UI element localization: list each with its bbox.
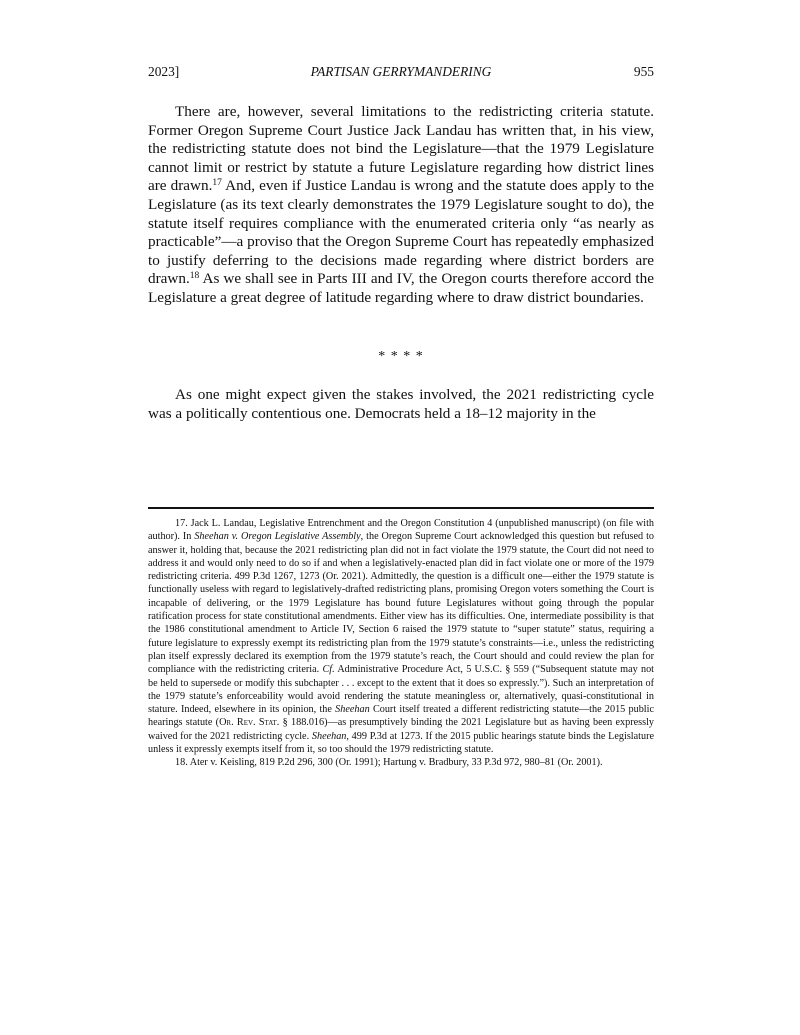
footnote-17: 17. Jack L. Landau, Legislative Entrenchment and the Oregon Constitution 4 (unpublished manuscript) (on file with author). In Sheehan v. Oregon Legislative Assembly, the Oregon Supreme Court acknowledged this question but refused to answer it, holding that, because the 2021 redistricting plan did not in fact violate the 1979 statute, the Court did not need to address it and would only need to do so if and when a legislatively-enacted plan did in fact violate one or more of the 1979 redistricting criteria. 499 P.3d 1267, 1273 (Or. 2021). Admittedly, the question is a difficult one—either the 1979 statute is functionally useless with regard to legislatively-drafted redistricting plans, promising Oregon voters something the Court is incapable of delivering, or the 1979 Legislature has bound future Legislatures without going through the popular ratification process for state constitutional amendments. Either view has its difficulties. One, intermediate possibility is that the 1986 constitutional amendment to Article IV, Section 6 raised the 1979 statute to “super statute” status, requiring a future legislature to expressly exempt its redistricting plan from the 1979 statute’s constraints—i.e., unless the redistricting plan itself expressly declared its exemption from the 1979 statute’s reach, the Court should and could review the plan for compliance with the redistricting criteria. Cf. Administrative Procedure Act, 5 U.S.C. § 559 (“Subsequent statute may not be held to supersede or modify this subchapter . . . except to the extent that it does so expressly.”). Such an interpretation of the 1979 statute’s enforceability would avoid rendering the statute meaningless or, alternatively, quasi-constitutional in stature. Indeed, elsewhere in its opinion, the Sheehan Court itself treated a different redistricting statute—the 2015 public hearings statute (Or. Rev. Stat. § 188.016)—as presumptively binding the 2021 Legislature but as having been expressly waived for the 2021 redistricting cycle. Sheehan, 499 P.3d at 1273. If the 2015 public hearings statute binds the Legislature unless it expressly exempts itself from it, so too should the 1979 redistricting statute.: [148, 518, 654, 756]
page-number: 955: [633, 64, 654, 79]
footnotes: [148, 517, 654, 770]
running-header: [148, 64, 654, 84]
header-year: 2023]: [148, 64, 180, 79]
case-name: Sheehan: [335, 704, 370, 716]
header-title: PARTISAN GERRYMANDERING: [310, 64, 492, 79]
main-text: [148, 103, 654, 308]
paragraph-text: There are, however, several limitations to the redistricting criteria statute. Former Oregon Supreme Court Justice Jack Landau has written that, in his view, the redistricting statute does not bind the Legislature—that the 1979 Legislature cannot limit or restrict by statute a future Legislature regarding how district lines are drawn.: [148, 103, 654, 195]
paragraph: [148, 103, 654, 308]
case-name: Sheehan v. Oregon Legislative Assembly: [194, 531, 361, 543]
case-name: Sheehan: [311, 730, 347, 742]
footnote-ref-17[interactable]: 17: [212, 178, 222, 189]
signal: Cf.: [322, 664, 335, 676]
paragraph-text: And, even if Justice Landau is wrong and the statute does apply to the Legislature (as its text clearly demonstrates the 1979 Legislature sought to do), the statute itself requires compliance with the enumerated criteria only “as nearly as practicable”—a proviso that the Oregon Supreme Court has repeatedly emphasized to justify deferring to the decisions made regarding where district borders are drawn.: [148, 177, 654, 288]
footnote-18: 18. Ater v. Keisling, 819 P.2d 296, 300 (Or. 1991); Hartung v. Bradbury, 33 P.3d 972, 980–81 (Or. 2001).: [175, 757, 603, 769]
paragraph: As one might expect given the stakes involved, the 2021 redistricting cycle was a politically contentious one. Democrats held a 18–12 majority in the: [148, 386, 654, 422]
footnote-rule: [148, 507, 654, 509]
statute-abbrev: Or. Rev. Stat.: [219, 717, 280, 729]
main-text-continued: [148, 386, 654, 423]
section-separator: * * * *: [378, 349, 424, 364]
paragraph-text: As we shall see in Parts III and IV, the Oregon courts therefore accord the Legislature a great degree of latitude regarding where to draw district boundaries.: [148, 270, 654, 306]
footnote-ref-18[interactable]: 18: [189, 271, 200, 282]
